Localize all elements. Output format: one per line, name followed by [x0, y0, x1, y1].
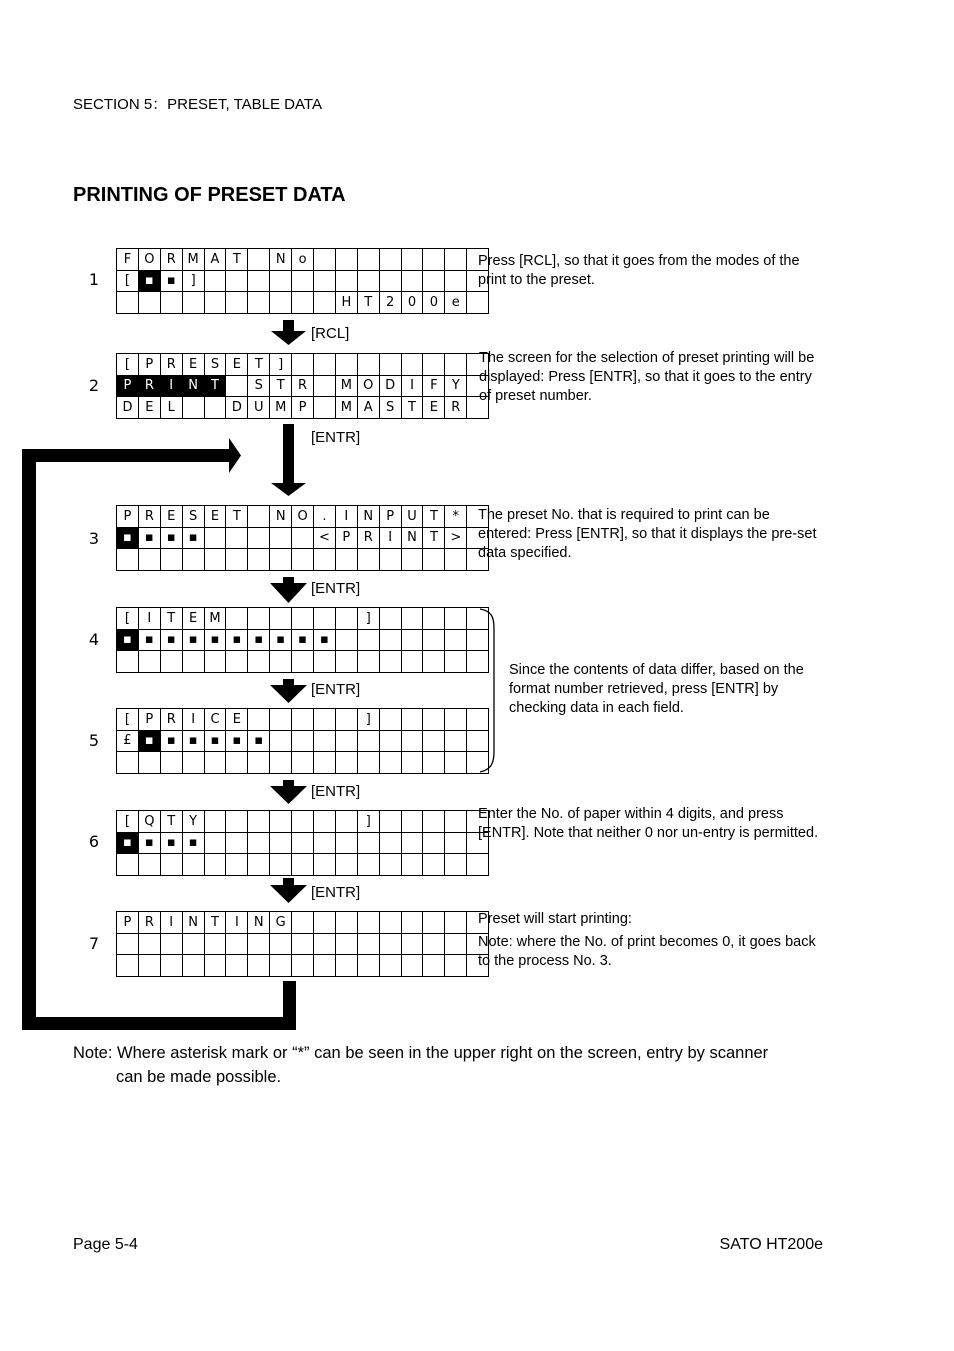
lcd-cell: P — [335, 527, 357, 549]
lcd-cell: ▪ — [226, 730, 248, 752]
lcd-cell: T — [401, 397, 423, 419]
lcd-cell: [ — [117, 354, 139, 376]
loop-back-line — [22, 438, 296, 1030]
lcd-cell: O — [138, 249, 160, 271]
rcl-key-label: [RCL] — [311, 325, 350, 342]
lcd-cell: ▪ — [138, 730, 160, 752]
lcd-cell: P — [138, 709, 160, 731]
lcd-cell: I — [160, 912, 182, 934]
lcd-cell: * — [445, 506, 467, 528]
step-number-3: 3 — [88, 529, 100, 548]
lcd-cell: 2 — [379, 292, 401, 314]
down-arrow-entr-6 — [270, 878, 307, 903]
lcd-cell: I — [160, 375, 182, 397]
lcd-cell: ▪ — [292, 629, 314, 651]
lcd-cell: £ — [117, 730, 139, 752]
step-7-note: Note: where the No. of print becomes 0, it goes back to the process No. 3. — [478, 934, 816, 969]
lcd-cell: Q — [138, 811, 160, 833]
down-arrow-rcl — [271, 320, 306, 345]
lcd-cell: e — [445, 292, 467, 314]
lcd-cell: ] — [182, 270, 204, 292]
lcd-cell: P — [117, 375, 139, 397]
lcd-cell: N — [401, 527, 423, 549]
lcd-cell: N — [270, 506, 292, 528]
lcd-cell: T — [226, 506, 248, 528]
lcd-cell: U — [248, 397, 270, 419]
lcd-cell: ▪ — [138, 629, 160, 651]
lcd-cell: E — [182, 354, 204, 376]
lcd-cell: ▪ — [204, 629, 226, 651]
step-number-5: 5 — [88, 731, 100, 750]
lcd-cell: A — [204, 249, 226, 271]
lcd-cell: R — [138, 375, 160, 397]
entr-key-label-3: [ENTR] — [311, 681, 361, 698]
lcd-cell: [ — [117, 811, 139, 833]
lcd-cell: O — [357, 375, 379, 397]
note-line-2: can be made possible. — [116, 1068, 282, 1086]
lcd-cell: ▪ — [117, 832, 139, 854]
lcd-cell: R — [160, 709, 182, 731]
lcd-cell: D — [226, 397, 248, 419]
lcd-cell: [ — [117, 270, 139, 292]
lcd-cell: ▪ — [138, 832, 160, 854]
lcd-cell: E — [182, 608, 204, 630]
product-name: SATO HT200e — [719, 1236, 823, 1253]
lcd-cell: T — [423, 506, 445, 528]
lcd-cell: R — [138, 506, 160, 528]
lcd-cell: < — [314, 527, 336, 549]
lcd-cell: M — [335, 397, 357, 419]
lcd-cell: . — [314, 506, 336, 528]
down-arrow-entr-5 — [270, 780, 307, 804]
lcd-cell: R — [160, 354, 182, 376]
lcd-cell: ▪ — [117, 629, 139, 651]
asterisk-note — [73, 1041, 833, 1089]
lcd-cell: E — [204, 506, 226, 528]
lcd-cell: S — [204, 354, 226, 376]
lcd-cell: ▪ — [182, 730, 204, 752]
lcd-cell: ] — [357, 608, 379, 630]
step-number-1: 1 — [88, 270, 100, 289]
lcd-cell: N — [357, 506, 379, 528]
lcd-cell: E — [138, 397, 160, 419]
lcd-cell: ▪ — [270, 629, 292, 651]
lcd-cell: R — [357, 527, 379, 549]
lcd-cell: T — [160, 811, 182, 833]
step-2-description: The screen for the selection of preset printing will be displayed: Press [ENTR], so that it goes to the entry of preset number. — [479, 350, 815, 404]
lcd-cell: R — [138, 912, 160, 934]
lcd-cell: T — [270, 375, 292, 397]
lcd-cell: A — [357, 397, 379, 419]
lcd-cell: S — [182, 506, 204, 528]
step-3-description: The preset No. that is required to print can be entered: Press [ENTR], so that it displays the pre-set data specified. — [478, 507, 817, 561]
lcd-cell: ▪ — [138, 270, 160, 292]
lcd-cell: T — [357, 292, 379, 314]
lcd-cell: S — [379, 397, 401, 419]
step-1-description: Press [RCL], so that it goes from the modes of the print to the preset. — [478, 253, 800, 288]
lcd-cell: ▪ — [182, 527, 204, 549]
lcd-cell: E — [226, 354, 248, 376]
lcd-cell: M — [270, 397, 292, 419]
lcd-cell: R — [292, 375, 314, 397]
lcd-cell: ▪ — [160, 730, 182, 752]
lcd-cell: H — [335, 292, 357, 314]
lcd-cell: E — [160, 506, 182, 528]
section-header: SECTION 5：PRESET, TABLE DATA — [73, 96, 322, 113]
lcd-cell: ▪ — [248, 629, 270, 651]
lcd-cell: ] — [357, 709, 379, 731]
step-6-description: Enter the No. of paper within 4 digits, and press [ENTR]. Note that neither 0 nor un-entry is permitted. — [478, 806, 819, 841]
lcd-cell: P — [138, 354, 160, 376]
lcd-cell: I — [401, 375, 423, 397]
lcd-cell: T — [160, 608, 182, 630]
down-arrow-entr-long — [271, 424, 306, 496]
lcd-cell: N — [182, 912, 204, 934]
lcd-cell: ] — [357, 811, 379, 833]
lcd-cell: R — [160, 249, 182, 271]
lcd-cell: I — [335, 506, 357, 528]
lcd-cell: L — [160, 397, 182, 419]
lcd-cell: E — [226, 709, 248, 731]
note-line-1: Note: Where asterisk mark or “*” can be seen in the upper right on the screen, entry by scanner — [73, 1044, 769, 1062]
lcd-cell: N — [182, 375, 204, 397]
lcd-cell: P — [117, 506, 139, 528]
lcd-cell: ▪ — [117, 527, 139, 549]
entr-key-label-5: [ENTR] — [311, 884, 361, 901]
lcd-cell: U — [401, 506, 423, 528]
brace-description: Since the contents of data differ, based on the format number retrieved, press [ENTR] by checking data in each field. — [509, 662, 804, 716]
lcd-cell: T — [204, 375, 226, 397]
step-number-4: 4 — [88, 630, 100, 649]
lcd-cell: I — [182, 709, 204, 731]
lcd-cell: ▪ — [182, 832, 204, 854]
lcd-cell: ▪ — [160, 832, 182, 854]
lcd-cell: I — [379, 527, 401, 549]
lcd-cell: ▪ — [160, 270, 182, 292]
lcd-cell: ▪ — [248, 730, 270, 752]
entr-key-label-1: [ENTR] — [311, 429, 361, 446]
lcd-cell: ▪ — [314, 629, 336, 651]
lcd-cell: ▪ — [204, 730, 226, 752]
lcd-cell: 0 — [401, 292, 423, 314]
lcd-cell: I — [226, 912, 248, 934]
page-number: Page 5-4 — [73, 1236, 138, 1253]
lcd-cell: E — [423, 397, 445, 419]
lcd-cell: C — [204, 709, 226, 731]
lcd-cell: Y — [445, 375, 467, 397]
lcd-cell: F — [423, 375, 445, 397]
lcd-cell: O — [292, 506, 314, 528]
step-7-description: Preset will start printing: — [478, 911, 632, 927]
lcd-cell: M — [182, 249, 204, 271]
lcd-cell: N — [270, 249, 292, 271]
page-title: PRINTING OF PRESET DATA — [73, 184, 346, 206]
step-number-2: 2 — [88, 376, 100, 395]
down-arrow-entr-3 — [270, 577, 307, 603]
lcd-cell: > — [445, 527, 467, 549]
lcd-cell: [ — [117, 608, 139, 630]
lcd-cell: ▪ — [182, 629, 204, 651]
lcd-cell: Y — [182, 811, 204, 833]
lcd-cell: 0 — [423, 292, 445, 314]
lcd-cell: [ — [117, 709, 139, 731]
lcd-cell: T — [423, 527, 445, 549]
lcd-cell: S — [248, 375, 270, 397]
lcd-cell: D — [379, 375, 401, 397]
entr-key-label-4: [ENTR] — [311, 783, 361, 800]
lcd-cell: G — [270, 912, 292, 934]
lcd-cell: F — [117, 249, 139, 271]
lcd-cell: P — [117, 912, 139, 934]
lcd-cell: P — [379, 506, 401, 528]
lcd-cell: ] — [270, 354, 292, 376]
lcd-cell: M — [204, 608, 226, 630]
down-arrow-entr-4 — [270, 679, 307, 703]
lcd-cell: P — [292, 397, 314, 419]
step-number-6: 6 — [88, 832, 100, 851]
bracket-brace — [480, 609, 494, 772]
lcd-cell: ▪ — [138, 527, 160, 549]
lcd-cell: T — [226, 249, 248, 271]
lcd-cell: ▪ — [226, 629, 248, 651]
lcd-cell: T — [204, 912, 226, 934]
lcd-cell: ▪ — [160, 527, 182, 549]
lcd-cell: R — [445, 397, 467, 419]
lcd-cell: M — [335, 375, 357, 397]
step-number-7: 7 — [88, 934, 100, 953]
lcd-cell: N — [248, 912, 270, 934]
lcd-cell: D — [117, 397, 139, 419]
lcd-cell: o — [292, 249, 314, 271]
entr-key-label-2: [ENTR] — [311, 580, 361, 597]
lcd-cell: T — [248, 354, 270, 376]
lcd-cell: I — [138, 608, 160, 630]
lcd-cell: ▪ — [160, 629, 182, 651]
